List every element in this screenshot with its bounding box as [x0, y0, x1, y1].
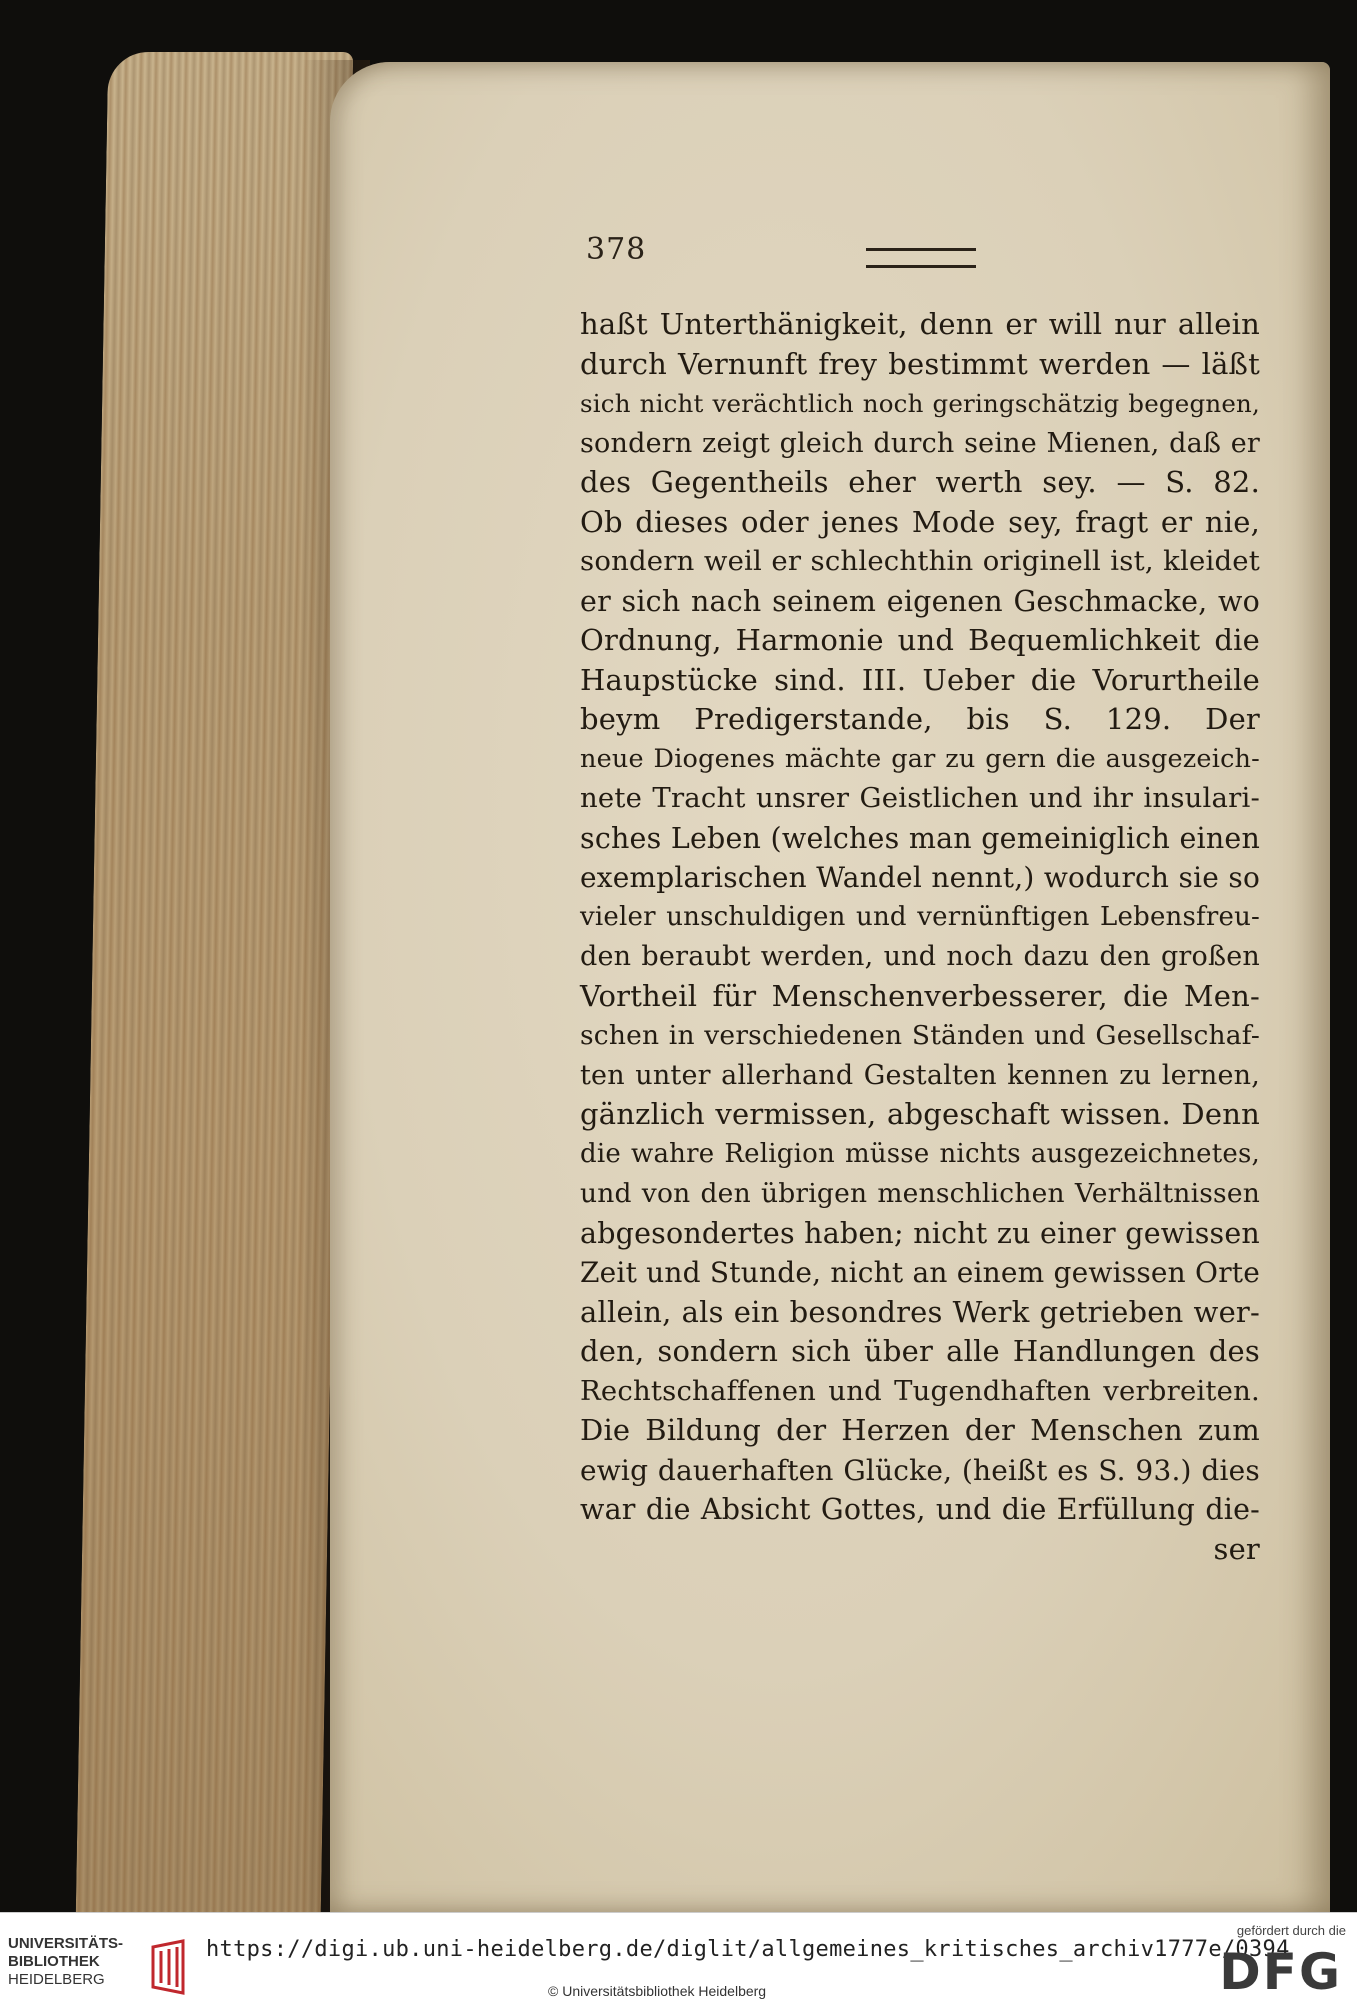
text-line: war die Absicht Gottes, und die Erfüllung die- — [580, 1493, 1260, 1526]
text-line: des Gegentheils eher werth sey. — S. 82. — [580, 465, 1260, 499]
text-line: haßt Unterthänigkeit, denn er will nur allein — [580, 307, 1260, 341]
text-line: sich nicht verächtlich noch geringschätzig begegnen, — [580, 389, 1260, 418]
dfg-logo[interactable]: DFG — [1219, 1943, 1342, 2001]
permalink-url[interactable]: https://digi.ub.uni-heidelberg.de/diglit/allgemeines_kritisches_archiv1777e/0394 — [206, 1937, 1290, 1962]
library-emblem-icon — [143, 1937, 193, 1997]
library-name-line-1: UNIVERSITÄTS- — [8, 1935, 124, 1952]
text-line: schen in verschiedenen Ständen und Gesellschaf- — [580, 1020, 1260, 1051]
text-line: und von den übrigen menschlichen Verhältnissen — [580, 1178, 1260, 1209]
text-line: gänzlich vermissen, abgeschaft wissen. Denn — [580, 1097, 1260, 1131]
text-line: Rechtschaffenen und Tugendhaften verbreiten. — [580, 1374, 1260, 1407]
page-number: 378 — [586, 232, 647, 267]
page-header — [586, 232, 986, 272]
library-name — [8, 1935, 123, 1989]
text-line: vieler unschuldigen und vernünftigen Lebensfreu- — [580, 901, 1260, 932]
page-text-block — [580, 305, 1260, 1569]
text-line: Zeit und Stunde, nicht an einem gewissen Orte — [580, 1256, 1260, 1289]
viewer-footer — [0, 1912, 1357, 2013]
funding-notice — [1186, 1923, 1346, 2007]
text-line: den beraubt werden, und noch dazu den großen — [580, 941, 1260, 972]
text-line: allein, als ein besondres Werk getrieben wer- — [580, 1294, 1260, 1329]
text-line: nete Tracht unsrer Geistlichen und ihr insulari- — [580, 782, 1260, 814]
text-line: ser — [1213, 1531, 1260, 1566]
text-line: den, sondern sich über alle Handlungen des — [580, 1334, 1260, 1368]
text-line: exemplarischen Wandel nennt,) wodurch sie so — [580, 861, 1260, 894]
text-line: neue Diogenes mächte gar zu gern die ausgezeich- — [580, 743, 1260, 774]
text-line: Haupstücke sind. III. Ueber die Vorurtheile — [580, 662, 1260, 697]
funding-label: gefördert durch die — [1236, 1923, 1346, 1938]
text-line: er sich nach seinem eigenen Geschmacke, wo — [580, 584, 1260, 618]
text-line: die wahre Religion müsse nichts ausgezeichnetes, — [580, 1138, 1260, 1169]
text-line: sondern weil er schlechthin originell ist, kleidet — [580, 545, 1260, 577]
copyright-notice: © Universitätsbibliothek Heidelberg — [548, 1983, 767, 1999]
text-line: sches Leben (welches man gemeiniglich einen — [580, 821, 1260, 855]
text-line: ten unter allerhand Gestalten kennen zu lernen, — [580, 1059, 1260, 1091]
text-line: ewig dauerhaften Glücke, (heißt es S. 93.) dies — [580, 1453, 1260, 1487]
text-line: sondern zeigt gleich durch seine Mienen, daß er — [580, 427, 1260, 459]
text-line: durch Vernunft frey bestimmt werden — läßt — [580, 346, 1260, 381]
text-line: beym Predigerstande, bis S. 129. Der — [580, 702, 1260, 736]
library-name-line-2: BIBLIOTHEK — [8, 1953, 100, 1970]
library-name-line-3: HEIDELBERG — [8, 1971, 105, 1988]
text-line: abgesondertes haben; nicht zu einer gewissen — [580, 1216, 1260, 1250]
text-line: Ordnung, Harmonie und Bequemlichkeit die — [580, 623, 1260, 657]
text-line: Die Bildung der Herzen der Menschen zum — [580, 1413, 1260, 1447]
text-line: Ob dieses oder jenes Mode sey, fragt er nie, — [580, 504, 1260, 539]
header-ornament-rule — [866, 248, 976, 268]
text-line: Vortheil für Menschenverbesserer, die Men- — [580, 978, 1260, 1013]
library-logo[interactable] — [8, 1925, 198, 2005]
